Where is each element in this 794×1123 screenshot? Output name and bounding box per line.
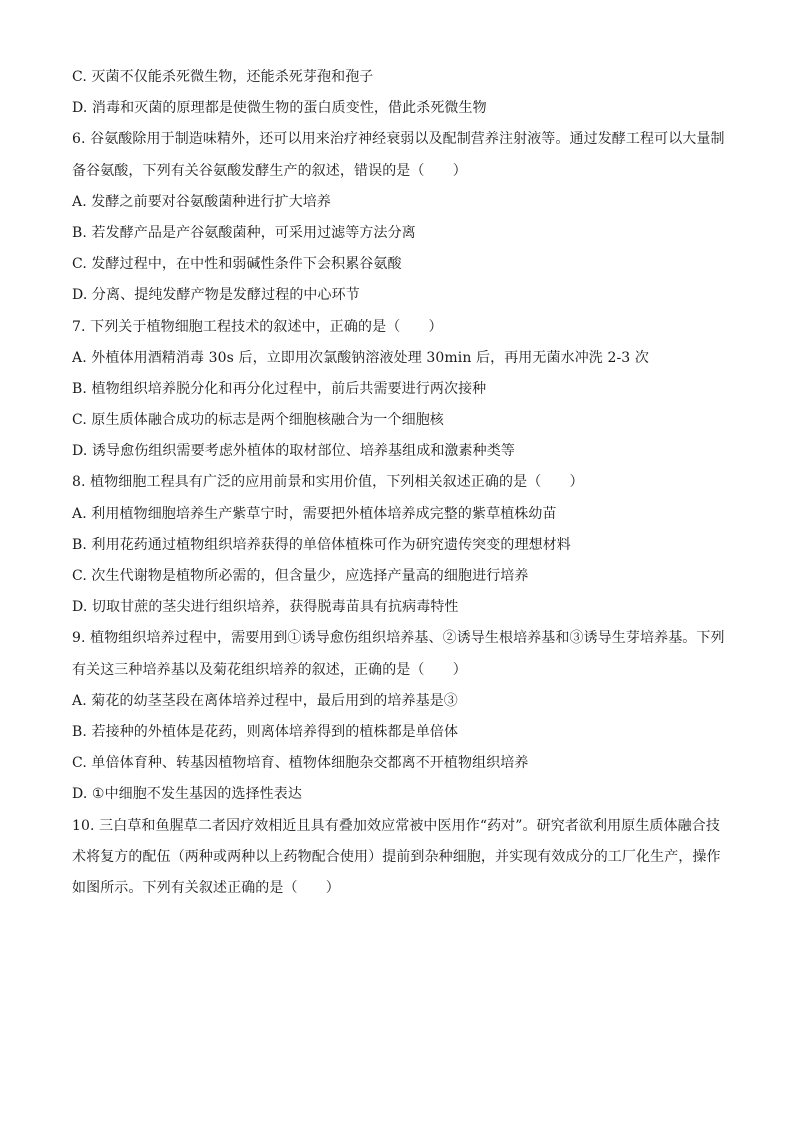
exam-page (72, 62, 732, 904)
option-c: C. 发酵过程中，在中性和弱碱性条件下会积累谷氨酸 (72, 256, 402, 273)
option-a: A. 利用植物细胞培养生产紫草宁时，需要把外植体培养成完整的紫草植株幼苗 (72, 505, 557, 522)
option-b: B. 若接种的外植体是花药，则离体培养得到的植株都是单倍体 (72, 723, 459, 740)
option-c: C. 次生代谢物是植物所必需的，但含量少，应选择产量高的细胞进行培养 (72, 568, 529, 584)
question-stem: 如图所示。下列有关叙述正确的是（ ） (72, 879, 340, 896)
option-a: A. 外植体用酒精消毒 30s 后，立即用次氯酸钠溶液处理 30min 后，再用无菌水冲洗 2-3 次 (72, 349, 649, 366)
option-d: D. 切取甘蔗的茎尖进行组织培养，获得脱毒苗具有抗病毒特性 (72, 599, 459, 616)
question-stem: 6. 谷氨酸除用于制造味精外，还可以用来治疗神经衰弱以及配制营养注射液等。通过发酵工程可以大量制 (72, 131, 725, 148)
option-d: D. 分离、提纯发酵产物是发酵过程的中心环节 (72, 287, 360, 304)
option-d: D. 消毒和灭菌的原理都是使微生物的蛋白质变性，借此杀死微生物 (72, 100, 487, 117)
option-c: C. 原生质体融合成功的标志是两个细胞核融合为一个细胞核 (72, 412, 444, 429)
option-b: B. 若发酵产品是产谷氨酸菌种，可采用过滤等方法分离 (72, 224, 416, 241)
question-stem: 9. 植物组织培养过程中，需要用到①诱导愈伤组织培养基、②诱导生根培养基和③诱导生芽培养基。下列 (72, 630, 725, 647)
question-8 (72, 467, 732, 623)
question-stem: 有关这三种培养基以及菊花组织培养的叙述，正确的是（ ） (72, 661, 467, 678)
question-5-tail (72, 62, 732, 124)
option-a: A. 菊花的幼茎茎段在离体培养过程中，最后用到的培养基是③ (72, 692, 458, 709)
question-stem: 术将复方的配伍（两种或两种以上药物配合使用）提前到杂种细胞，并实现有效成分的工厂化生产，操作 (72, 848, 721, 865)
question-10 (72, 811, 732, 905)
option-c: C. 灭菌不仅能杀死微生物，还能杀死芽孢和孢子 (72, 69, 374, 85)
question-6 (72, 124, 732, 311)
option-b: B. 利用花药通过植物组织培养获得的单倍体植株可作为研究遗传突变的理想材料 (72, 536, 571, 553)
question-9 (72, 623, 732, 810)
question-7 (72, 312, 732, 468)
option-a: A. 发酵之前要对谷氨酸菌种进行扩大培养 (72, 193, 332, 210)
option-b: B. 植物组织培养脱分化和再分化过程中，前后共需要进行两次接种 (72, 380, 487, 397)
question-stem: 备谷氨酸，下列有关谷氨酸发酵生产的叙述，错误的是（ ） (72, 162, 467, 179)
question-stem: 7. 下列关于植物细胞工程技术的叙述中，正确的是（ ） (72, 318, 443, 335)
option-c: C. 单倍体育种、转基因植物培育、植物体细胞杂交都离不开植物组织培养 (72, 755, 529, 772)
option-d: D. ①中细胞不发生基因的选择性表达 (72, 786, 302, 803)
question-stem: 8. 植物细胞工程具有广泛的应用前景和实用价值，下列相关叙述正确的是（ ） (72, 474, 584, 491)
question-stem: 10. 三白草和鱼腥草二者因疗效相近且具有叠加效应常被中医用作“药对”。研究者欲利用原生质体融合技 (72, 817, 720, 834)
option-d: D. 诱导愈伤组织需要考虑外植体的取材部位、培养基组成和激素种类等 (72, 443, 515, 460)
